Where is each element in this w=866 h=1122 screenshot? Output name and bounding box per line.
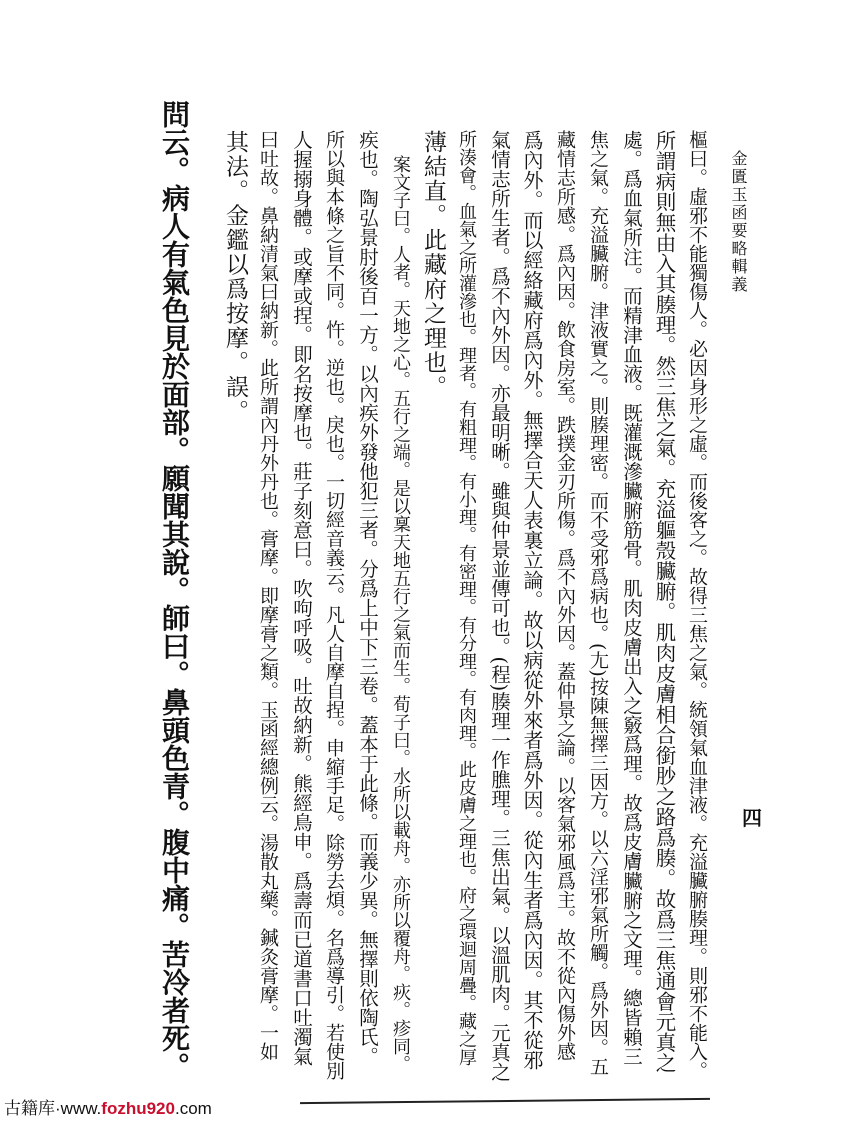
watermark-url-prefix: ·www. [55, 1099, 102, 1118]
text-column: 爲內外。而以經絡藏府爲內外。無擇合天人表裏立論。故以病從外來者爲外因。從內生者爲內因。其不從邪 [520, 130, 544, 1070]
text-column: 氣情志所生者。爲不內外因。亦最明晰。雖與仲景並傳可也。(程)腠理一作膲理。三焦出氣。以溫肌肉。元真之 [488, 130, 511, 1082]
text-column: 所湊會。血氣之所灌滲也。理者。有粗理。有小理。有密理。有分理。有肉理。此皮膚之理也。府之環迴周疊。藏之厚 [456, 130, 477, 1066]
text-column: 焦之氣。充溢臟腑。津液實之。則腠理密。而不受邪爲病也。(尢)按陳無擇三因方。以六淫邪氣所觸。爲外因。五 [587, 130, 609, 1076]
text-column: 疾也。陶弘景肘後百一方。以內疾外發他犯三者。分爲上中下三卷。蓋本于此條。而義少異。無擇則依陶氏。 [356, 130, 379, 1066]
text-column: 曰吐故。鼻納清氣曰納新。此所謂內丹外丹也。膏摩。即摩膏之類。玉函經總例云。湯散丸藥。鍼灸膏摩。一如 [257, 130, 279, 1061]
watermark-url-suffix: .com [174, 1099, 212, 1118]
watermark-url-domain: fozhu920 [101, 1099, 175, 1118]
bottom-rule [300, 1098, 710, 1104]
text-column: 藏情志所感。爲內因。飲食房室。跌撲金刃所傷。爲不內外因。蓋仲景之論。以客氣邪風爲主。故不從內傷外感 [554, 130, 576, 1061]
text-column: 所以與本條之旨不同。忤。逆也。戾也。一切經音義云。凡人自摩自捏。申縮手足。除勞去煩。名爲導引。若使別 [323, 130, 345, 1080]
text-column: 所謂病則無由入其腠理。然三焦之氣。充溢軀殼臟腑。肌肉皮膚相合銜䏚之路爲腠。故爲三焦通會元真之 [652, 130, 676, 1073]
text-column: 處。爲血氣所注。而精津血液。既灌溉滲臟腑筋骨。肌肉皮膚出入之竅爲理。故爲皮膚臟腑之文理。總皆賴三 [620, 130, 643, 1066]
text-column: 案文子曰。人者。天地之心。五行之端。是以稟天地五行之氣而生。荀子曰。水所以載舟。亦所以覆舟。疢。疹同。 [390, 155, 411, 1073]
footer-watermark[interactable] [4, 1094, 212, 1119]
text-column: 樞曰。虛邪不能獨傷人。必因身形之虛。而後客之。故得三焦之氣。統領氣血津液。充溢臟腑腠理。則邪不能入。 [686, 130, 708, 1080]
text-column: 其法。金鑑以爲按摩。誤。 [222, 130, 248, 424]
text-column: 人握搦身體。或摩或捏。即名按摩也。莊子刻意曰。吹呴呼吸。吐故納新。熊經鳥申。爲壽而已道書口吐濁氣 [290, 130, 313, 1066]
watermark-site-name: 古籍库 [4, 1099, 55, 1118]
question-column: 問云。病人有氣色見於面部。願聞其說。師曰。鼻頭色青。腹中痛。苦冷者死。 [158, 100, 191, 1080]
text-column: 薄結直。此藏府之理也。 [420, 130, 446, 400]
running-header-title: 金匱玉函要略輯義 [729, 150, 748, 294]
page-number: 四 [742, 806, 762, 830]
